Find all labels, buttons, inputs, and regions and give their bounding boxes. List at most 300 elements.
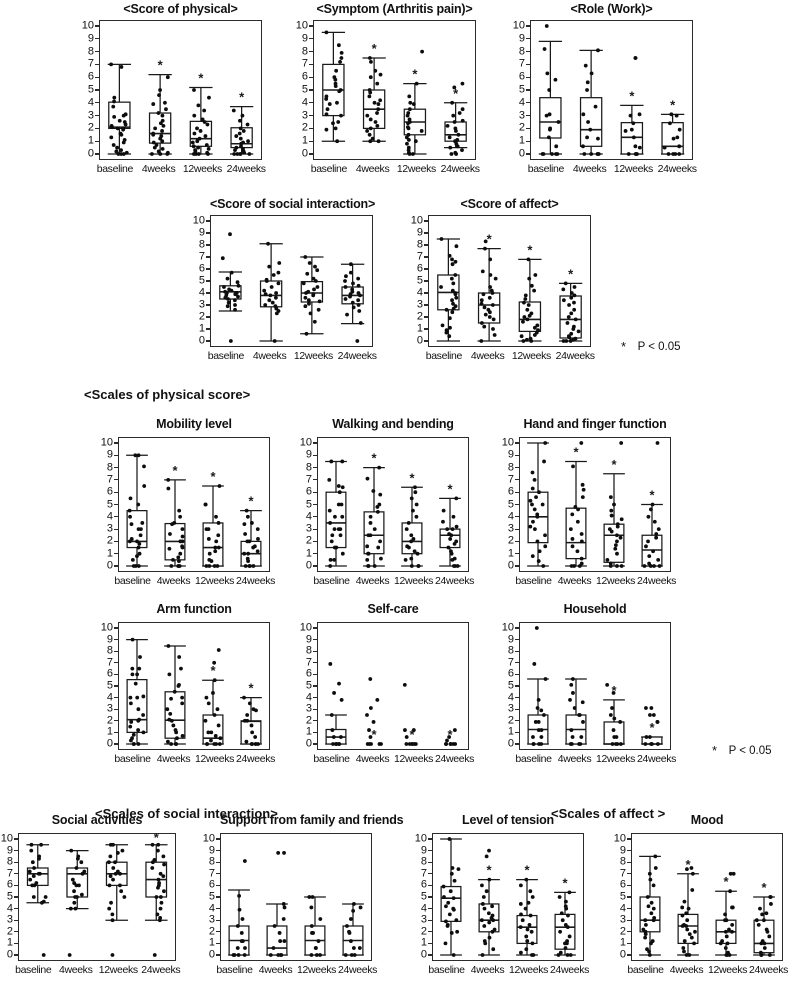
y-axis-label: 0 (507, 559, 514, 572)
data-point (365, 544, 369, 548)
data-point (449, 742, 453, 746)
data-point (375, 82, 379, 86)
data-point (762, 918, 766, 922)
y-axis-label: 5 (208, 890, 215, 903)
box-iqr (479, 904, 499, 932)
data-point (450, 258, 454, 262)
data-point (373, 527, 377, 531)
data-point (581, 112, 585, 116)
y-axis-label: 0 (198, 334, 205, 347)
x-axis-label-baseline: baseline (313, 753, 350, 765)
data-point (755, 918, 759, 922)
data-point (521, 918, 525, 922)
data-point (767, 935, 771, 939)
data-point (336, 120, 340, 124)
data-point (351, 301, 355, 305)
y-axis-label: 0 (106, 737, 113, 750)
data-point (615, 564, 619, 568)
data-point (254, 708, 258, 712)
data-point (267, 298, 271, 302)
data-point (171, 558, 175, 562)
data-point (483, 247, 487, 251)
significance-legend (621, 339, 681, 354)
data-point (619, 536, 623, 540)
data-point (651, 549, 655, 553)
y-axis-label: 4 (87, 96, 94, 109)
data-point (618, 720, 622, 724)
data-point (277, 282, 281, 286)
data-point (328, 521, 332, 525)
data-point (572, 301, 576, 305)
x-axis-label-12weeks: 12weeks (596, 753, 635, 765)
x-axis-label-12weeks: 12weeks (394, 753, 433, 765)
data-point (491, 303, 495, 307)
y-axis-label: 7 (208, 867, 215, 880)
data-point (371, 489, 375, 493)
data-point (256, 549, 260, 553)
data-point (369, 127, 373, 131)
data-point (682, 950, 686, 954)
data-point (238, 119, 242, 123)
data-point (256, 527, 260, 531)
data-point (112, 115, 116, 119)
y-axis-label: 3 (301, 109, 308, 122)
data-point (229, 339, 233, 343)
data-point (137, 453, 141, 457)
data-point (571, 544, 575, 548)
y-axis-label: 5 (305, 679, 312, 692)
data-point (448, 537, 452, 541)
box-24weeks (444, 727, 457, 746)
y-axis-label: 8 (106, 461, 113, 474)
data-point (256, 537, 260, 541)
data-point (444, 742, 448, 746)
data-point (169, 742, 173, 746)
data-point (451, 866, 455, 870)
data-point (116, 851, 120, 855)
data-point (565, 942, 569, 946)
y-axis-label: 5 (6, 890, 13, 903)
x-axis-label-12weeks: 12weeks (297, 964, 336, 976)
y-axis-label: 4 (518, 96, 525, 109)
data-point (520, 334, 524, 338)
data-point (576, 549, 580, 553)
data-point (450, 298, 454, 302)
data-point (282, 939, 286, 943)
data-point (614, 742, 618, 746)
x-axis-label-4weeks: 4weeks (557, 753, 592, 765)
data-point (454, 496, 458, 500)
data-point (355, 339, 359, 343)
data-point (109, 901, 113, 905)
data-point (357, 303, 361, 307)
data-point (569, 527, 573, 531)
data-point (409, 533, 413, 537)
data-point (132, 742, 136, 746)
data-point (479, 339, 483, 343)
data-point (573, 294, 577, 298)
data-point (524, 907, 528, 911)
data-point (340, 56, 344, 60)
x-axis-label-4weeks: 4weeks (572, 163, 607, 175)
data-point (480, 302, 484, 306)
box-12weeks (202, 648, 224, 746)
box-baseline (126, 638, 148, 746)
data-point (693, 930, 697, 934)
data-point (233, 303, 237, 307)
panel-role-work (512, 2, 697, 175)
data-point (545, 24, 549, 28)
box-4weeks (266, 851, 288, 957)
data-point (196, 146, 200, 150)
data-point (585, 88, 589, 92)
data-point (163, 101, 167, 105)
data-point (580, 540, 584, 544)
data-point (153, 953, 157, 957)
x-axis-label-24weeks: 24weeks (749, 964, 788, 976)
data-point (343, 279, 347, 283)
x-axis-label-4weeks: 4weeks (557, 575, 592, 587)
x-axis-label-24weeks: 24weeks (435, 575, 474, 587)
data-point (724, 946, 728, 950)
y-axis-label: 6 (518, 70, 525, 83)
y-axis-label: 5 (507, 679, 514, 692)
data-point (656, 742, 660, 746)
data-point (339, 735, 343, 739)
significance-star: * (573, 444, 579, 460)
data-point (177, 559, 181, 563)
data-point (540, 728, 544, 732)
y-axis-label: 9 (106, 448, 113, 461)
data-point (331, 742, 335, 746)
data-point (567, 336, 571, 340)
data-point (377, 139, 381, 143)
data-point (246, 515, 250, 519)
data-point (488, 310, 492, 314)
data-point (171, 724, 175, 728)
x-axis-label-baseline: baseline (15, 964, 52, 976)
data-point (191, 141, 195, 145)
y-axis-label: 3 (507, 702, 514, 715)
data-point (309, 906, 313, 910)
data-point (724, 930, 728, 934)
data-point (759, 942, 763, 946)
y-axis-label: 2 (305, 714, 312, 727)
y-axis-label: 2 (507, 714, 514, 727)
data-point (690, 888, 694, 892)
data-point (613, 547, 617, 551)
data-point (236, 946, 240, 950)
data-point (243, 719, 247, 723)
data-point (692, 942, 696, 946)
data-point (137, 546, 141, 550)
data-point (110, 125, 114, 129)
panel-title-mood: Mood (690, 813, 724, 827)
y-axis-label: 6 (106, 667, 113, 680)
data-point (340, 51, 344, 55)
boxplot-graphics-social-activities (18, 830, 176, 991)
data-point (650, 901, 654, 905)
data-point (532, 742, 536, 746)
data-point (620, 517, 624, 521)
data-point (620, 564, 624, 568)
data-point (238, 908, 242, 912)
y-axis-label: 8 (518, 45, 525, 58)
data-point (158, 918, 162, 922)
data-point (28, 870, 32, 874)
data-point (205, 527, 209, 531)
data-point (365, 129, 369, 133)
panel-mobility-level (100, 417, 275, 587)
data-point (643, 564, 647, 568)
data-point (521, 320, 525, 324)
data-point (132, 733, 136, 737)
data-point (369, 515, 373, 519)
data-point (276, 851, 280, 855)
data-point (480, 884, 484, 888)
data-point (759, 953, 763, 957)
data-point (365, 558, 369, 562)
significance-star: * (447, 727, 453, 742)
y-axis-label: 4 (305, 691, 312, 704)
data-point (131, 673, 135, 677)
y-axis-label: 3 (208, 913, 215, 926)
data-point (605, 683, 609, 687)
data-point (656, 720, 660, 724)
data-point (612, 503, 616, 507)
data-point (369, 118, 373, 122)
y-axis-label: 7 (416, 250, 423, 263)
x-axis-label-12weeks: 12weeks (596, 575, 635, 587)
box-4weeks (148, 58, 171, 156)
data-point (654, 536, 658, 540)
panel-title-walking-and-bending: Walking and bending (332, 417, 454, 431)
data-point (537, 742, 541, 746)
box-24weeks (145, 830, 168, 957)
data-point (37, 872, 41, 876)
boxplot-graphics-support-from-family-and-friends (220, 833, 372, 991)
data-point (303, 255, 307, 259)
panel-title-symptom-arthritis-pain: <Symptom (Arthritis pain)> (316, 2, 473, 16)
data-point (302, 282, 306, 286)
y-axis-label: 3 (518, 109, 525, 122)
data-point (129, 496, 133, 500)
data-point (453, 728, 457, 732)
y-axis-label: 0 (6, 948, 13, 961)
data-point (192, 144, 196, 148)
data-point (166, 75, 170, 79)
box-12weeks (620, 56, 643, 156)
data-point (554, 144, 558, 148)
data-point (482, 924, 486, 928)
data-point (214, 734, 218, 738)
data-point (333, 546, 337, 550)
data-point (442, 895, 446, 899)
data-point (405, 527, 409, 531)
data-point (277, 271, 281, 275)
data-point (330, 728, 334, 732)
data-point (415, 82, 419, 86)
significance-star: * (649, 720, 655, 736)
data-point (531, 942, 535, 946)
data-point (332, 691, 336, 695)
data-point (570, 512, 574, 516)
data-point (110, 913, 114, 917)
boxplot-graphics-hand-and-finger-function (519, 437, 671, 602)
box-4weeks (477, 232, 500, 343)
boxplot-graphics-self-care (317, 622, 469, 780)
data-point (365, 713, 369, 717)
x-axis-label-4weeks: 4weeks (258, 964, 293, 976)
y-axis-label: 3 (416, 298, 423, 311)
y-axis-label: 2 (420, 925, 427, 938)
data-point (653, 520, 657, 524)
data-point (166, 478, 170, 482)
data-point (351, 909, 355, 913)
significance-star: * (198, 70, 204, 86)
data-point (568, 698, 572, 702)
data-point (375, 698, 379, 702)
boxplot-graphics-score-of-physical (99, 20, 262, 190)
data-point (352, 306, 356, 310)
y-axis-label: 6 (416, 262, 423, 275)
significance-star: * (409, 470, 415, 486)
section-title: <Scales of affect > (551, 806, 666, 821)
data-point (566, 321, 570, 325)
data-point (108, 884, 112, 888)
data-point (69, 907, 73, 911)
data-point (449, 889, 453, 893)
data-point (192, 114, 196, 118)
y-axis-label: 4 (420, 902, 427, 915)
y-axis-label: 9 (507, 633, 514, 646)
data-point (208, 552, 212, 556)
data-point (115, 146, 119, 150)
data-point (272, 946, 276, 950)
data-point (414, 139, 418, 143)
significance-legend (712, 743, 772, 758)
data-point (644, 706, 648, 710)
data-point (619, 441, 623, 445)
data-point (232, 109, 236, 113)
box-24weeks (240, 494, 262, 568)
significance-star: * (239, 89, 245, 105)
y-axis-label: 2 (507, 534, 514, 547)
data-point (646, 895, 650, 899)
data-point (454, 918, 458, 922)
data-point (644, 923, 648, 927)
data-point (349, 917, 353, 921)
x-axis-label-baseline: baseline (96, 163, 134, 175)
data-point (723, 918, 727, 922)
data-point (451, 262, 455, 266)
x-axis-label-24weeks: 24weeks (141, 964, 181, 976)
y-axis-label: 0 (416, 334, 423, 347)
data-point (452, 307, 456, 311)
data-point (369, 706, 373, 710)
data-point (531, 471, 535, 475)
data-point (609, 509, 613, 513)
data-point (44, 895, 48, 899)
data-point (527, 277, 531, 281)
data-point (315, 268, 319, 272)
data-point (573, 285, 577, 289)
data-point (178, 552, 182, 556)
data-point (241, 114, 245, 118)
y-axis-label: 5 (305, 498, 312, 510)
data-point (596, 152, 600, 156)
y-axis-label: 8 (619, 855, 626, 868)
data-point (531, 520, 535, 524)
data-point (675, 135, 679, 139)
panel-hand-and-finger-function (501, 417, 676, 587)
data-point (112, 143, 116, 147)
data-point (136, 707, 140, 711)
data-point (357, 309, 361, 313)
box-baseline (26, 843, 49, 957)
y-axis-label: 3 (305, 702, 312, 715)
data-point (448, 913, 452, 917)
y-axis-label: 1 (106, 547, 113, 560)
data-point (572, 308, 576, 312)
data-point (532, 289, 536, 293)
data-point (170, 719, 174, 723)
x-axis-label-baseline: baseline (515, 753, 552, 765)
significance-legend-text: P < 0.05 (637, 341, 681, 353)
data-point (444, 904, 448, 908)
y-axis-label: 10 (100, 621, 113, 634)
panel-household (501, 602, 676, 765)
data-point (519, 951, 523, 955)
data-point (461, 119, 465, 123)
data-point (566, 914, 570, 918)
data-point (522, 339, 526, 343)
data-point (111, 918, 115, 922)
data-point (349, 271, 353, 275)
data-point (766, 930, 770, 934)
boxplot-graphics-household (519, 622, 671, 780)
data-point (195, 127, 199, 131)
data-point (378, 540, 382, 544)
data-point (482, 325, 486, 329)
data-point (305, 272, 309, 276)
data-point (244, 564, 248, 568)
data-point (37, 857, 41, 861)
data-point (653, 855, 657, 859)
x-axis-label-24weeks: 24weeks (435, 753, 474, 765)
y-axis-label: 3 (87, 109, 94, 122)
panel-title-score-of-physical: <Score of physical> (123, 2, 238, 16)
data-point (444, 942, 448, 946)
data-point (415, 515, 419, 519)
box-baseline (527, 626, 549, 746)
y-axis-label: 5 (106, 679, 113, 692)
significance-star: * (210, 663, 216, 679)
data-point (416, 552, 420, 556)
data-point (409, 557, 413, 561)
data-point (584, 64, 588, 68)
data-point (525, 338, 529, 342)
y-axis-label: 10 (81, 19, 94, 32)
y-axis-label: 1 (507, 725, 514, 738)
data-point (542, 152, 546, 156)
y-axis-label: 4 (416, 286, 423, 299)
data-point (239, 137, 243, 141)
data-point (554, 78, 558, 82)
data-point (273, 924, 277, 928)
data-point (404, 558, 408, 562)
panel-title-self-care: Self-care (367, 602, 419, 616)
